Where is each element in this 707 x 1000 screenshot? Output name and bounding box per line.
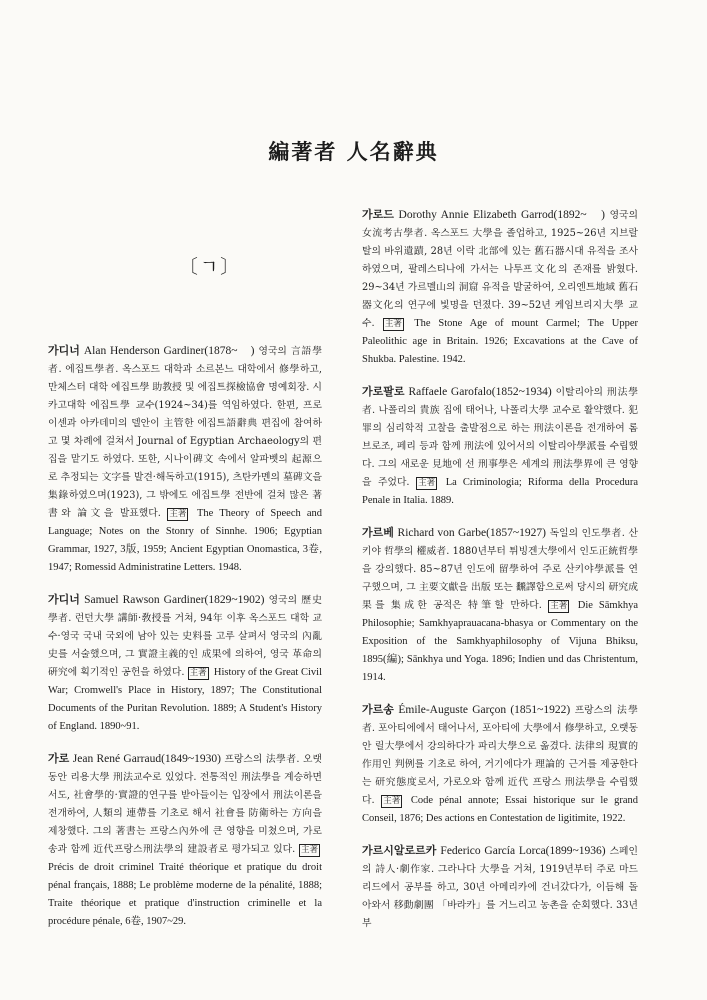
entry-text: 영국의 歷史學者. 런던大學 講師·敎授를 거쳐, 94年 이후 옥스포드 대학 교수·영국 국내 국외에 남아 있는 史料를 고루 살펴서 영국의 內亂史를 서술했으며, 그 實證主義的인 成果에 의하여, 영국 革命의 硏究에 획기적인 공헌을 하였다.	[48, 595, 322, 678]
main-works-mark: 主著	[384, 319, 402, 329]
dictionary-entry	[362, 383, 638, 510]
entry-works: La Criminologia; Riforma della Procedura Penale in Italia. 1889.	[362, 477, 638, 506]
dictionary-entry	[48, 750, 322, 931]
entry-name: Émile-Auguste Garçon (1851~1922)	[398, 704, 571, 716]
entry-headword: 가르시알로르카	[362, 844, 437, 857]
entry-name: Raffaele Garofalo(1852~1934)	[408, 386, 552, 398]
main-works-mark: 主著	[418, 478, 436, 488]
entry-works: The Stone Age of mount Carmel; The Upper Paleolithic age in Britain. 1926; Excavations at the Cave of Shukba. Palestine. 1942.	[362, 318, 638, 365]
dictionary-entry	[362, 206, 638, 369]
entry-name: Alan Henderson Gardiner(1878~ )	[83, 345, 255, 357]
entry-name: Richard von Garbe(1857~1927)	[397, 527, 546, 539]
entry-text: 영국의 言語學者. 에집트學者. 옥스포드 대학과 소르본느 대학에서 修學하고, 만체스터 대학 에집트學 助教授 및 에집트探檢協會 명예회장. 시카고대학 에집트學 교수(1924~34)를 역임하였다. 한편, 프로이센과 아카데미의 델안이 主管한 에집트語辭典 편집에 참여하고 몇 차례에 걸쳐서 Journal of Egyptian Archaeology의 편집을 맡기도 하였다. 또한, 시나이碑文 속에서 알파벳의 起源으로 추정되는 文字를 발견·해독하고(1915), 츠탄카멘의 墓碑文을 集錄하였으며(1923), 그 밖에도 에집트學 전반에 걸쳐 많은 著書와 論文을 발표했다.	[48, 346, 322, 519]
entry-name: Federico García Lorca(1899~1936)	[440, 845, 606, 857]
entry-name: Jean René Garraud(1849~1930)	[72, 753, 221, 765]
section-heading: 〔ㄱ〕	[178, 256, 242, 278]
entry-name: Samuel Rawson Gardiner(1829~1902)	[84, 594, 265, 606]
entry-works: The Theory of Speech and Language; Notes on the Stonry of Sinnhe. 1906; Egyptian Grammar, 1927, 3版, 1959; Ancient Egyptian Onomastica, 3卷, 1947; Romessid Administratine Letters. 1948.	[48, 508, 322, 573]
entry-headword: 가로팔로	[362, 385, 405, 398]
entry-headword: 가르베	[362, 526, 394, 539]
dictionary-entry	[362, 701, 638, 828]
main-works-mark: 主著	[169, 509, 187, 519]
page-title: 編著者 人名辭典	[268, 139, 439, 164]
entry-headword: 가디너	[48, 344, 80, 357]
entry-text: 독일의 인도學者. 산키야 哲學의 權威者. 1880년부터 튀빙겐大學에서 인도正統哲學을 강의했다. 85~87년 인도에 留學하여 주로 산키야學派를 연구했으며, 그 主要文獻을 出版 또는 飜譯함으로써 당시의 研究成果를 集成한 공적은 特筆할 만하다.	[362, 528, 638, 611]
dictionary-entry	[362, 842, 638, 933]
right-column	[362, 206, 638, 933]
entry-text: 프랑스의 法學者. 오랫동안 리용大學 刑法교수로 있었다. 전통적인 刑法學을 계승하면서도, 社會學的·實證的연구를 받아들이는 입장에서 刑法이론을 전개하여, 人類의 連帶를 기초로 해서 社會를 防衛하는 方向을 제창했다. 그의 著書는 프랑스內外에 큰 영향을 미쳤으며, 가로송과 함께 近代프랑스刑法學의 建設者로 평가되고 있다.	[48, 754, 322, 855]
entry-headword: 가로	[48, 752, 70, 765]
entry-headword: 가디너	[48, 593, 80, 606]
dictionary-entry	[48, 591, 322, 736]
entry-text: 이탈리아의 刑法學者. 나폴리의 貴族 집에 태어나, 나폴리大學 교수로 활약했다. 犯罪의 심리학적 고찰을 출발점으로 하는 刑法이론을 전개하여 롬브로조, 페리 등과 함께 刑法에 있어서의 이탈리아學派를 수립했다. 그의 새로운 見地에 선 刑事學은 세계의 刑法學界에 큰 영향을 주었다.	[362, 387, 639, 488]
main-works-mark: 主著	[300, 845, 318, 855]
dictionary-entry	[48, 342, 322, 577]
entry-works: Précis de droit criminel Traité théorique et pratique du droit pénal français, 1888; Le problème moderne de la pénalité, 1888; Traite théorique et pratique d'instruction criminelle et la procédure pénale, 6卷, 1907~29.	[48, 862, 322, 927]
dictionary-entry	[362, 524, 638, 687]
entry-works: History of the Great Civil War; Cromwell's Place in History, 1897; The Constitutional Documents of the Puritan Revolution. 1889; A Student's History of England. 1890~91.	[48, 667, 323, 732]
entry-works: Code pénal annote; Essai historique sur le grand Conseil, 1876; Des actions en Contestation de ligitimite, 1922.	[362, 795, 638, 824]
entry-text: 스페인의 詩人·劇作家. 그라나다 大學을 거쳐, 1919년부터 주로 마드리드에서 공부를 하고, 30년 아메리카에 건너갔다가, 이듬해 돌아와서 移動劇團 「바라카」를 거느리고 농촌을 순회했다. 33년부	[362, 846, 638, 929]
entry-text: 영국의 女流考古學者. 옥스포드 大學을 졸업하고, 1925~26년 지브랄탈의 바위遺蹟, 28년 이락 北部에 있는 舊石器시대 유적을 조사하였으며, 팔레스티나에 가서는 나투프文化의 존재를 밝혔다. 29~34년 가르멜山의 洞窟 유적을 발굴하여, 오리엔트地域 舊石器文化의 연구에 빛명을 던졌다. 39~52년 케임브리지大學 교수.	[362, 210, 638, 329]
left-column	[48, 342, 322, 931]
entry-name: Dorothy Annie Elizabeth Garrod(1892~ )	[398, 209, 605, 221]
main-works-mark: 主著	[189, 668, 207, 678]
entry-text: 프랑스의 法學者. 포아티에에서 태어나서, 포아티에 大學에서 修學하고, 오랫동안 릴大學에서 강의하다가 파리大學으로 옮겼다. 法律의 現實的 作用인 判例를 기초로 하여, 거기에다가 理論的 근거를 제공한다는 研究態度로서, 가로오와 함께 近代 프랑스 刑法學을 수립했다.	[362, 705, 638, 806]
entry-works: Die Sāmkhya Philosophie; Samkhyaprauacana-bhasya or Commentary on the Exposition of the Samkhyaphilosophy of Vijuna Bhiksu, 1895(編); Sānkhya und Yoga. 1896; Indien und das Christentum, 1914.	[362, 600, 638, 683]
main-works-mark: 主著	[383, 796, 401, 806]
entry-headword: 가르송	[362, 703, 394, 716]
entry-headword: 가로드	[362, 208, 394, 221]
main-works-mark: 主著	[550, 601, 568, 611]
